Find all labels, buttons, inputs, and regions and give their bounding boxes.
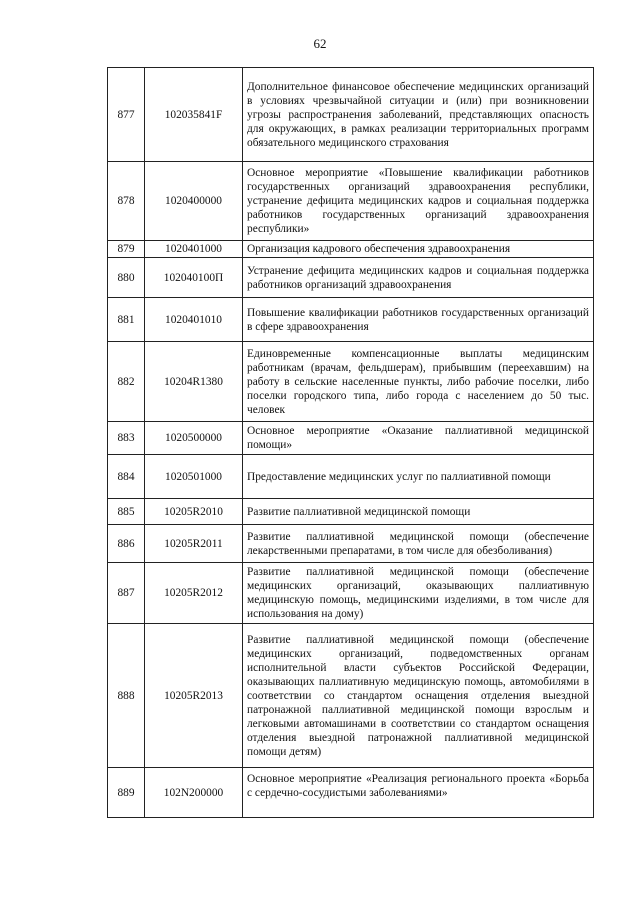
row-number: 880 xyxy=(108,258,145,298)
row-number: 887 xyxy=(108,563,145,624)
table-row xyxy=(108,68,594,162)
table-row xyxy=(108,298,594,342)
row-code: 10205R2013 xyxy=(145,624,243,768)
row-number: 878 xyxy=(108,162,145,241)
row-description: Развитие паллиативной медицинской помощи (обеспечение медицинских организаций, оказывающих паллиативную медицинскую помощь, медицинскими изделиями, в том числе для использования на дому) xyxy=(243,563,594,624)
row-code: 10205R2012 xyxy=(145,563,243,624)
table-row xyxy=(108,422,594,455)
row-number: 885 xyxy=(108,499,145,525)
table-row xyxy=(108,768,594,818)
row-code: 10204R1380 xyxy=(145,342,243,422)
page-number: 62 xyxy=(313,36,327,51)
table-row xyxy=(108,525,594,563)
row-number: 881 xyxy=(108,298,145,342)
row-number: 884 xyxy=(108,455,145,499)
table-row xyxy=(108,455,594,499)
row-description: Организация кадрового обеспечения здравоохранения xyxy=(243,241,594,258)
row-code: 10205R2011 xyxy=(145,525,243,563)
table-row xyxy=(108,624,594,768)
table-row xyxy=(108,563,594,624)
row-description: Основное мероприятие «Реализация регионального проекта «Борьба с сердечно-сосудистыми заболеваниями» xyxy=(243,768,594,818)
row-code: 1020501000 xyxy=(145,455,243,499)
row-code: 10205R2010 xyxy=(145,499,243,525)
row-description: Повышение квалификации работников государственных организаций в сфере здравоохранения xyxy=(243,298,594,342)
row-code: 102N200000 xyxy=(145,768,243,818)
row-code: 1020500000 xyxy=(145,422,243,455)
row-code: 102040100П xyxy=(145,258,243,298)
table-row xyxy=(108,258,594,298)
row-code: 102035841F xyxy=(145,68,243,162)
row-code: 1020401010 xyxy=(145,298,243,342)
row-code: 1020401000 xyxy=(145,241,243,258)
table-row xyxy=(108,342,594,422)
row-description: Основное мероприятие «Повышение квалификации работников государственных организаций здравоохранения республики, устранение дефицита медицинских кадров и социальная поддержка работников государственных организаций здравоохранения республики» xyxy=(243,162,594,241)
row-number: 889 xyxy=(108,768,145,818)
row-number: 886 xyxy=(108,525,145,563)
row-description: Устранение дефицита медицинских кадров и социальная поддержка работников организаций здравоохранения xyxy=(243,258,594,298)
table-row xyxy=(108,241,594,258)
row-description: Дополнительное финансовое обеспечение медицинских организаций в условиях чрезвычайной ситуации и (или) при возникновении угрозы распространения заболеваний, представляющих опасность для окружающих, в рамках реализации территориальных программ обязательного медицинского страхования xyxy=(243,68,594,162)
row-description: Развитие паллиативной медицинской помощи xyxy=(243,499,594,525)
row-number: 883 xyxy=(108,422,145,455)
row-number: 879 xyxy=(108,241,145,258)
row-number: 877 xyxy=(108,68,145,162)
row-description: Предоставление медицинских услуг по паллиативной помощи xyxy=(243,455,594,499)
row-number: 882 xyxy=(108,342,145,422)
table-row xyxy=(108,499,594,525)
row-description: Единовременные компенсационные выплаты медицинским работникам (врачам, фельдшерам), прибывшим (переехавшим) на работу в сельские населенные пункты, либо рабочие поселки, либо поселки городского типа, либо города с населением до 50 тыс. человек xyxy=(243,342,594,422)
row-description: Основное мероприятие «Оказание паллиативной медицинской помощи» xyxy=(243,422,594,455)
table-row xyxy=(108,162,594,241)
row-code: 1020400000 xyxy=(145,162,243,241)
row-description: Развитие паллиативной медицинской помощи (обеспечение медицинских организаций, подведомственных органам исполнительной власти субъектов Российской Федерации, оказывающих паллиативную медицинскую помощь, автомобилями в соответствии со стандартом оснащения отделения выездной патронажной паллиативной медицинской помощи взрослым и легковыми автомашинами в соответствии со стандартом оснащения отделения выездной патронажной паллиативной медицинской помощи детям) xyxy=(243,624,594,768)
budget-classification-table xyxy=(107,67,594,818)
row-description: Развитие паллиативной медицинской помощи (обеспечение лекарственными препаратами, в том числе для обезболивания) xyxy=(243,525,594,563)
row-number: 888 xyxy=(108,624,145,768)
